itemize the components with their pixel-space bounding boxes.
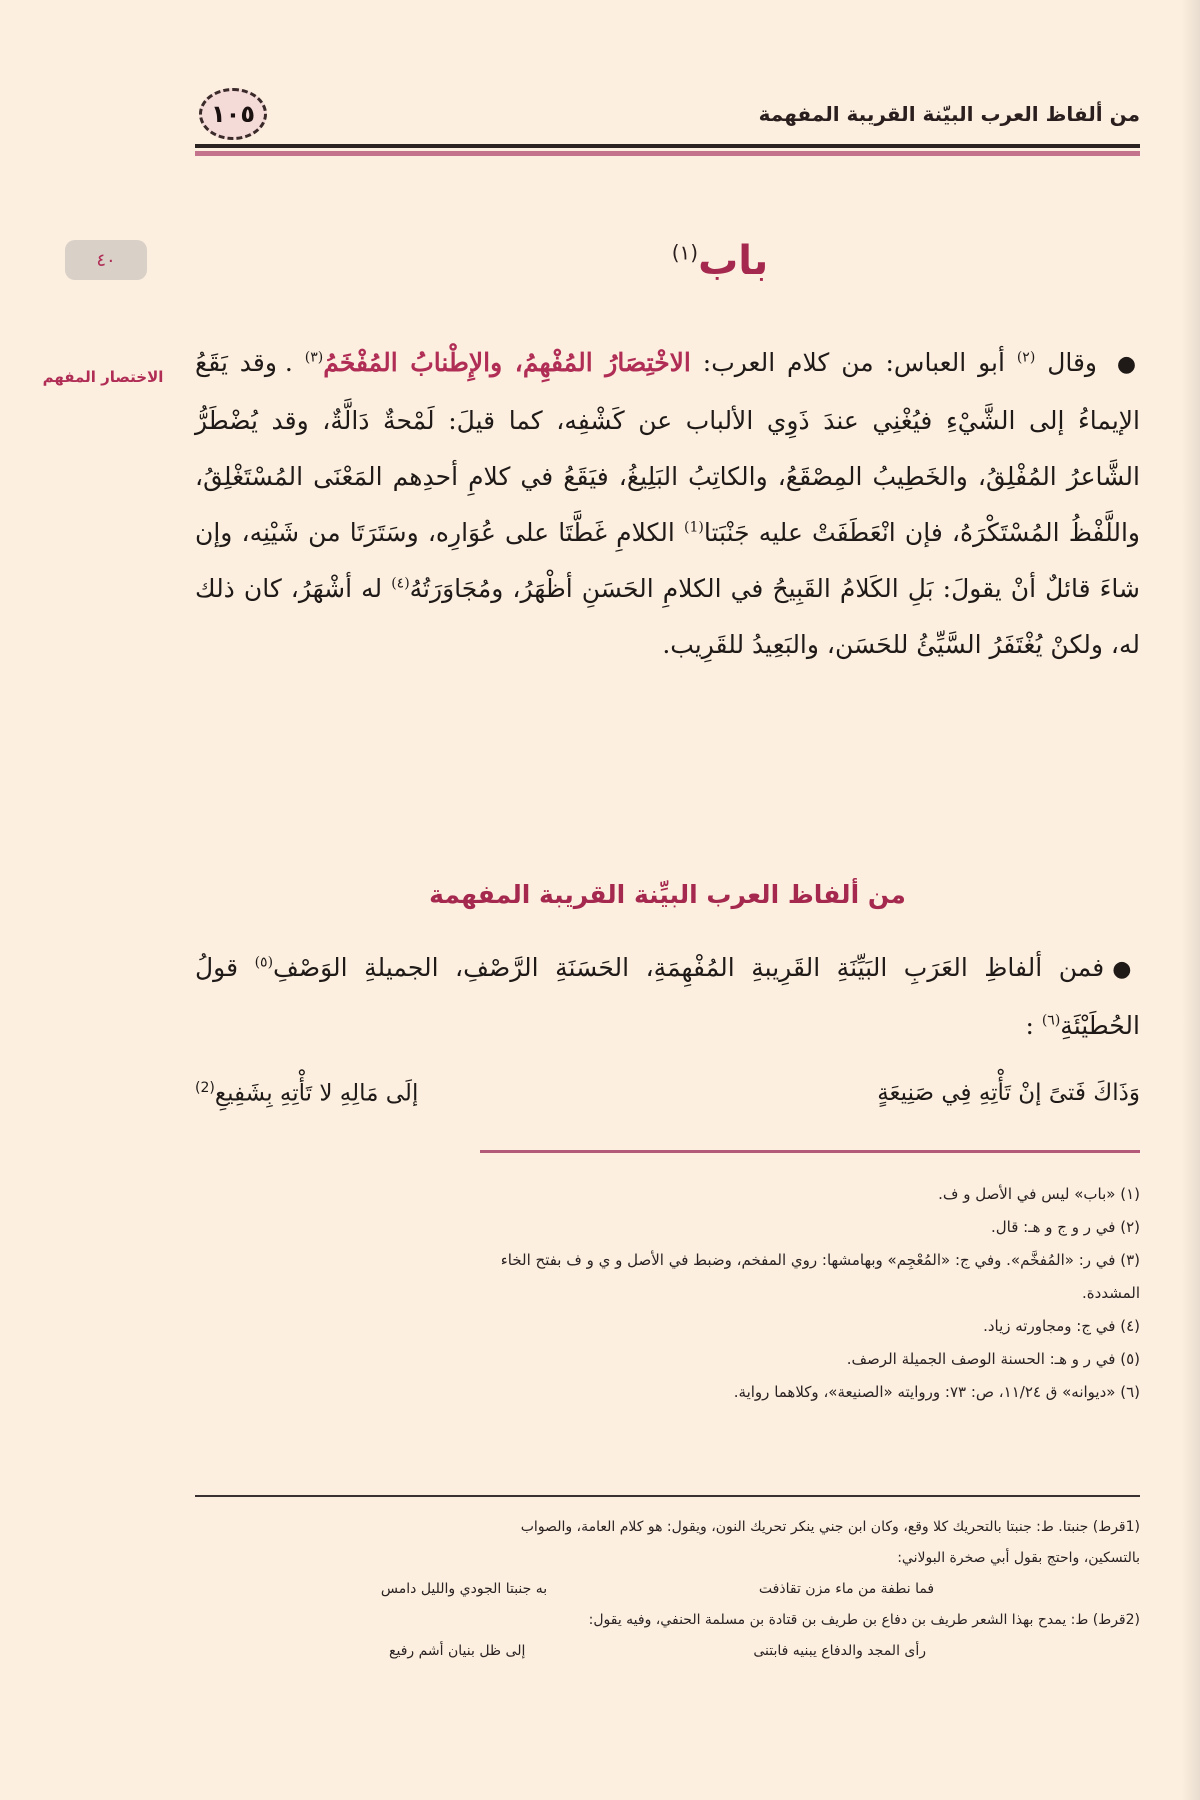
header-rule-pink	[195, 151, 1140, 156]
paragraph-2	[195, 940, 1140, 1054]
chapter-title	[600, 238, 840, 284]
margin-side-note: الاختصار المفهم	[42, 368, 164, 386]
footnote-ref-5: (٥)	[254, 954, 274, 971]
verse-second-hemistich-wrap	[195, 1080, 418, 1107]
poem-verse	[195, 1080, 1140, 1107]
editor-notes	[195, 1512, 1140, 1667]
section-heading: من ألفاظ العرب البيِّنة القريبة المفهمة	[429, 880, 906, 909]
bullet-icon: ●	[1116, 352, 1141, 377]
footnote-ref-4: (٤)	[391, 575, 410, 592]
verse-first-hemistich: وَذَاكَ فَتىً إنْ تَأْتِهِ فِي صَنِيعَةٍ	[877, 1080, 1140, 1106]
editor-note-2-line-1: (2قرط) ط: يمدح بهذا الشعر طريف بن دفاع بن طريف بن قتادة بن مسلمة الحنفي، وفيه يقول:	[588, 1612, 1140, 1628]
editor-note-1-verse	[195, 1574, 1140, 1605]
page-number: ١٠٥	[211, 100, 255, 128]
verse-second-hemistich: إلَى مَالِهِ لا تَأْتِهِ بِشَفِيعِ	[214, 1080, 419, 1107]
main-paragraph	[195, 335, 1140, 673]
footnote-2: (٢) في ر و ج و هـ: قال.	[990, 1218, 1140, 1236]
editor-notes-separator	[195, 1495, 1140, 1497]
para1-text-1: وقال	[1047, 348, 1097, 377]
editor-note-1-line-2: بالتسكين، واحتج بقول أبي صخرة البولاني:	[897, 1550, 1140, 1566]
footnote-1: (١) «باب» ليس في الأصل و ف.	[938, 1185, 1140, 1203]
para2-text-2: قولُ الحُطَيْئَةِ	[195, 953, 1140, 1040]
footnote-3: (٣) في ر: «المُفخَّم». وفي ج: «المُعْجِم» وبهامشها: روي المفخم، وضبط في الأصل و ي و ف بفتح الخاء	[500, 1251, 1140, 1269]
paragraph-1	[195, 335, 1140, 673]
margin-section-number: ٤٠	[96, 249, 116, 271]
footnote-3-continued: المشددة.	[1082, 1284, 1140, 1302]
footnote-6: (٦) «ديوانه» ق ١١/٢٤، ص: ٧٣: وروايته «الصنيعة»، وكلاهما رواية.	[733, 1383, 1140, 1401]
footnote-ref-6: (٦)	[1041, 1012, 1061, 1029]
chapter-footnote-ref: (١)	[671, 240, 699, 265]
bullet-icon: ●	[1112, 957, 1140, 982]
para2-text-3: :	[1025, 1011, 1034, 1040]
running-title: من ألفاظ العرب البيّنة القريبة المفهمة	[758, 102, 1140, 126]
editor-note-2-verse-b: إلى ظل بنيان أشم رفيع	[389, 1643, 526, 1659]
running-header	[195, 88, 1140, 158]
section-paragraph	[195, 940, 1140, 1054]
editor-note-2-verse-a: رأى المجد والدفاع يبنيه فابتنى	[753, 1643, 927, 1659]
para2-text-1: فمن ألفاظِ العَرَبِ البَيِّنَةِ القَرِيبةِ المُفْهِمَةِ، الحَسَنَةِ الرَّصْفِ، الجميلةِ الوَصْفِ	[273, 953, 1105, 982]
footnote-4: (٤) في ج: ومجاورته زياد.	[983, 1317, 1140, 1335]
footnote-5: (٥) في ر و هـ: الحسنة الوصف الجميلة الرصف.	[846, 1350, 1140, 1368]
footnote-ref-3: (٣)	[304, 349, 324, 366]
header-rule-dark	[195, 144, 1140, 148]
footnotes	[195, 1178, 1140, 1409]
editor-ref-2: (2)	[195, 1080, 215, 1096]
editor-note-2-verse	[195, 1636, 1140, 1667]
editor-note-1-verse-b: به جنبتا الجودي والليل دامس	[380, 1581, 548, 1597]
para1-text-5: له أشْهَرُ، كان ذلك له، ولكنْ يُغْتَفَرُ السَّيِّئُ للحَسَن، والبَعِيدُ للقَرِيب.	[195, 574, 1140, 659]
editor-ref-1: (1)	[684, 519, 704, 536]
para1-text-4: الكلامِ غَطَّتَا على عُوَارِه، وسَتَرَتَا من شَيْنِه، وإن شاءَ قائلٌ أنْ يقولَ: بَلِ الكَلامُ القَبِيحُ في الكلامِ الحَسَنِ أظْهَرُ، ومُجَاوَرَتُهُ	[195, 518, 1140, 603]
page-number-badge	[199, 88, 267, 140]
page-edge-shadow	[1182, 0, 1200, 1800]
margin-section-tag	[65, 240, 147, 280]
footnote-separator	[480, 1150, 1140, 1153]
highlighted-phrase: الاخْتِصَارُ المُفْهِمُ، والإِطْنابُ المُفْخَمُ	[323, 348, 691, 377]
para1-text-3: . وقد يَقَعُ الإيماءُ إلى الشَّيْءِ فيُغْنِي عندَ ذَوِي الألباب عن كَشْفِه، كما قيلَ: لَمْحةٌ دَالَّةٌ، وقد يُضْطَرُّ الشَّاعرُ المُفْلِقُ، والخَطِيبُ المِصْقَعُ، والكاتِبُ البَلِيغُ، فيَقَعُ في كلامِ أحدِهم المَعْنَى المُسْتَغْلِقُ، واللَّفْظُ المُسْتَكْرَهُ، فإن انْعَطَفَتْ عليه جَنْبَتا	[195, 348, 1141, 547]
editor-note-1-line-1: (1قرط) جنبتا. ط: جنبتا بالتحريك كلا وقع، وكان ابن جني ينكر تحريك النون، ويقول: هو كلام العامة، والصواب	[520, 1519, 1140, 1535]
footnote-ref-2: (٢)	[1016, 349, 1036, 366]
para1-text-2: أبو العباس: من كلام العرب:	[702, 348, 1005, 377]
chapter-title-text: باب	[698, 238, 769, 284]
editor-note-1-verse-a: فما نطفة من ماء مزن تقاذفت	[758, 1581, 935, 1597]
